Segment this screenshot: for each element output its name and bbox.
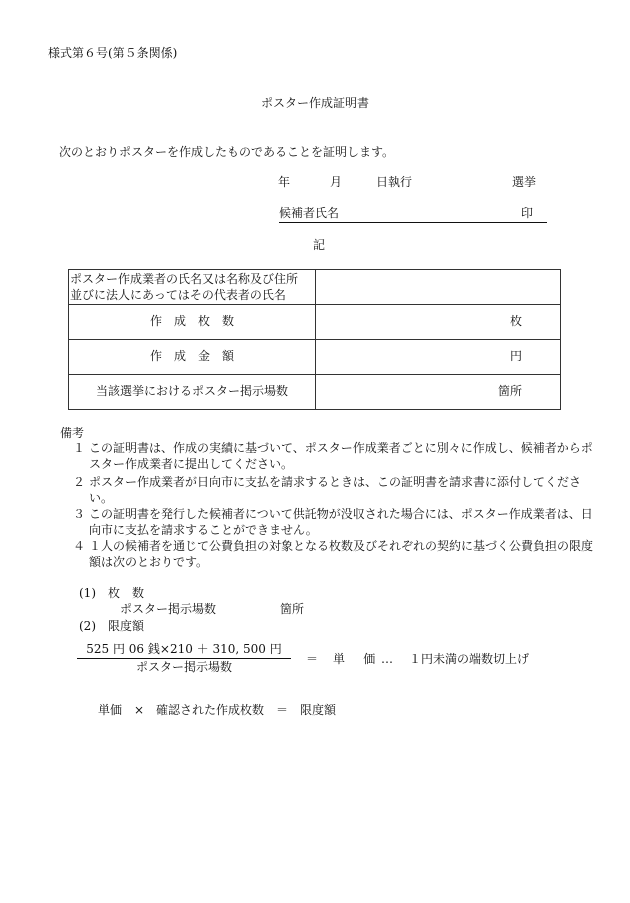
note-number: ２ — [73, 475, 86, 489]
note-text: この証明書を発行した候補者について供託物が没収された場合には、ポスター作成業者は、日向市に支払を請求することができません。 — [89, 507, 593, 537]
section-2-label: (2) 限度額 — [79, 619, 144, 633]
fraction-numerator: 525 円 06 銭×210 ＋ 310, 500 円 — [86, 642, 282, 656]
fraction-denominator: ポスター掲示場数 — [135, 660, 232, 674]
election-label: 選挙 — [512, 175, 537, 189]
board-count-field[interactable] — [316, 375, 561, 410]
note-number: ３ — [73, 507, 86, 521]
note-item — [73, 507, 593, 538]
candidate-name-line[interactable] — [279, 206, 547, 223]
table-row — [69, 340, 561, 375]
table-row — [69, 305, 561, 340]
note-number: １ — [73, 441, 86, 455]
notes-heading: 備考 — [60, 426, 85, 440]
unit-price-label: 単 価 — [333, 652, 383, 666]
note-item — [73, 441, 593, 472]
section-1-unit: 箇所 — [280, 602, 305, 616]
producer-name-label — [69, 270, 316, 305]
board-count-label: 当該選挙におけるポスター掲示場数 — [69, 375, 316, 410]
year-label: 年 — [278, 175, 291, 189]
ki-heading: 記 — [313, 238, 326, 252]
form-number: 様式第６号(第５条関係) — [48, 46, 178, 60]
quantity-label: 作 成 枚 数 — [69, 305, 316, 340]
amount-label: 作 成 金 額 — [69, 340, 316, 375]
equals-sign: ＝ — [306, 652, 319, 666]
producer-label-line-1: ポスター作成業者の氏名又は名称及び住所 — [70, 272, 299, 286]
candidate-name-label: 候補者氏名 — [279, 206, 340, 220]
quantity-unit: 枚 — [509, 314, 522, 329]
amount-field[interactable] — [316, 340, 561, 375]
note-text: この証明書は、作成の実績に基づいて、ポスター作成業者ごとに別々に作成し、候補者からポスター作成業者に提出してください。 — [89, 441, 593, 471]
note-text: １人の候補者を通じて公費負担の対象となる枚数及びそれぞれの契約に基づく公費負担の限度額は次のとおりです。 — [89, 539, 594, 569]
day-label: 日執行 — [376, 175, 413, 189]
fraction-bar — [77, 658, 291, 659]
amount-unit: 円 — [509, 349, 522, 364]
table-row — [69, 270, 561, 305]
limit-formula: 単価 × 確認された作成枚数 ＝ 限度額 — [98, 703, 337, 717]
document-title: ポスター作成証明書 — [260, 96, 369, 110]
date-row — [278, 175, 548, 191]
ellipsis: … — [381, 652, 393, 666]
section-1-item: ポスター掲示場数 — [120, 602, 217, 616]
poster-details-table — [68, 269, 561, 410]
limit-fraction — [77, 642, 291, 674]
board-count-unit: 箇所 — [497, 384, 522, 399]
note-text: ポスター作成業者が日向市に支払を請求するときは、この証明書を請求書に添付してください。 — [89, 475, 582, 505]
note-item — [73, 539, 593, 570]
table-row — [69, 375, 561, 410]
note-item — [73, 475, 593, 506]
intro-statement: 次のとおりポスターを作成したものであることを証明します。 — [59, 145, 395, 159]
producer-label-line-2: 並びに法人にあってはその代表者の氏名 — [70, 288, 286, 302]
roundup-note: １円未満の端数切上げ — [409, 652, 530, 666]
note-number: ４ — [73, 539, 86, 553]
month-label: 月 — [330, 175, 343, 189]
producer-name-field[interactable] — [316, 270, 561, 305]
section-1-label: (1) 枚 数 — [79, 586, 144, 600]
seal-mark: 印 — [521, 206, 534, 220]
quantity-field[interactable] — [316, 305, 561, 340]
